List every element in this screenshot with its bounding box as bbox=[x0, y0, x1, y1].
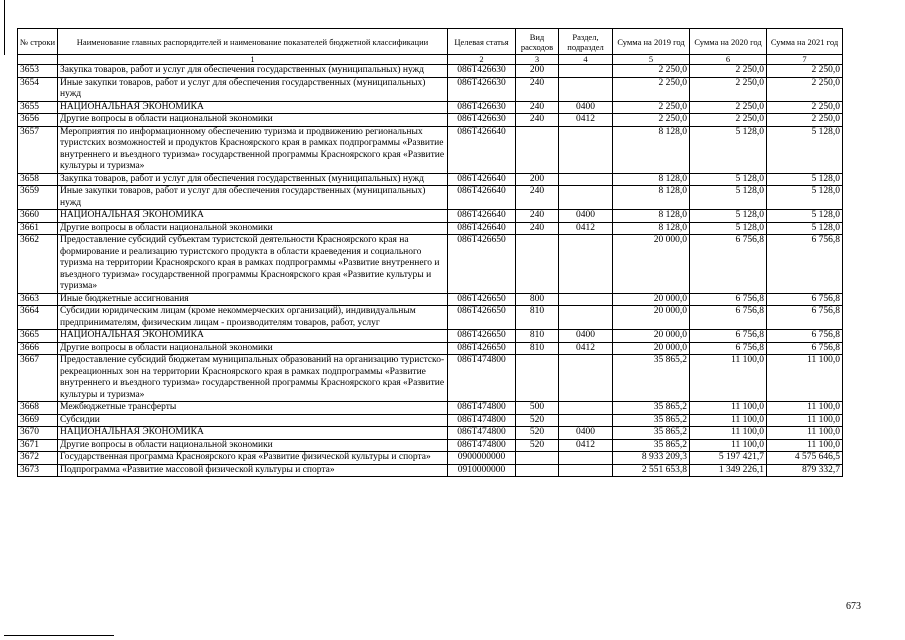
cell-target: 086Т426650 bbox=[448, 306, 516, 330]
table-row bbox=[18, 427, 843, 440]
cell-target: 086Т426650 bbox=[448, 293, 516, 306]
cell-vid: 520 bbox=[516, 439, 559, 452]
cell-s2019: 2 551 653,8 bbox=[613, 464, 690, 477]
cell-s2020: 1 349 226,1 bbox=[690, 464, 767, 477]
table-row bbox=[18, 293, 843, 306]
cell-razdel: 0400 bbox=[559, 101, 613, 114]
cell-no: 3666 bbox=[18, 342, 58, 355]
cell-s2021: 2 250,0 bbox=[767, 77, 843, 101]
column-number: 7 bbox=[767, 55, 843, 65]
cell-name: Другие вопросы в области национальной экономики bbox=[58, 222, 448, 235]
cell-s2021: 11 100,0 bbox=[767, 427, 843, 440]
cell-razdel bbox=[559, 235, 613, 294]
table-row bbox=[18, 126, 843, 173]
table-row bbox=[18, 210, 843, 223]
cell-s2020: 11 100,0 bbox=[690, 355, 767, 402]
margin-line bbox=[4, 0, 5, 55]
cell-name: НАЦИОНАЛЬНАЯ ЭКОНОМИКА bbox=[58, 101, 448, 114]
cell-vid: 810 bbox=[516, 342, 559, 355]
cell-s2019: 35 865,2 bbox=[613, 439, 690, 452]
header-s2019: Сумма на 2019 год bbox=[613, 29, 690, 55]
table-row bbox=[18, 114, 843, 127]
cell-name: Иные закупки товаров, работ и услуг для обеспечения государственных (муниципальных) нужд bbox=[58, 186, 448, 210]
header-row bbox=[18, 29, 843, 55]
table-row bbox=[18, 355, 843, 402]
cell-s2019: 8 128,0 bbox=[613, 210, 690, 223]
header-target: Целевая статья bbox=[448, 29, 516, 55]
cell-target: 086Т426640 bbox=[448, 222, 516, 235]
table-row bbox=[18, 414, 843, 427]
cell-no: 3670 bbox=[18, 427, 58, 440]
cell-s2021: 5 128,0 bbox=[767, 186, 843, 210]
table-row bbox=[18, 452, 843, 465]
cell-s2020: 11 100,0 bbox=[690, 439, 767, 452]
cell-s2020: 5 128,0 bbox=[690, 186, 767, 210]
cell-s2021: 6 756,8 bbox=[767, 293, 843, 306]
table-row bbox=[18, 306, 843, 330]
cell-vid: 200 bbox=[516, 173, 559, 186]
cell-s2021: 6 756,8 bbox=[767, 342, 843, 355]
cell-name: Субсидии bbox=[58, 414, 448, 427]
cell-s2020: 2 250,0 bbox=[690, 101, 767, 114]
cell-s2020: 11 100,0 bbox=[690, 414, 767, 427]
cell-s2020: 5 128,0 bbox=[690, 173, 767, 186]
cell-no: 3672 bbox=[18, 452, 58, 465]
cell-no: 3653 bbox=[18, 65, 58, 78]
cell-s2019: 20 000,0 bbox=[613, 235, 690, 294]
cell-s2020: 5 197 421,7 bbox=[690, 452, 767, 465]
cell-no: 3663 bbox=[18, 293, 58, 306]
cell-no: 3662 bbox=[18, 235, 58, 294]
cell-name: НАЦИОНАЛЬНАЯ ЭКОНОМИКА bbox=[58, 210, 448, 223]
table-row bbox=[18, 173, 843, 186]
cell-s2019: 2 250,0 bbox=[613, 114, 690, 127]
header-s2021: Сумма на 2021 год bbox=[767, 29, 843, 55]
column-number: 1 bbox=[58, 55, 448, 65]
cell-s2019: 8 128,0 bbox=[613, 222, 690, 235]
cell-vid bbox=[516, 126, 559, 173]
cell-target: 0910000000 bbox=[448, 464, 516, 477]
column-number bbox=[18, 55, 58, 65]
table-row bbox=[18, 222, 843, 235]
cell-no: 3657 bbox=[18, 126, 58, 173]
cell-vid: 500 bbox=[516, 402, 559, 415]
cell-vid: 240 bbox=[516, 210, 559, 223]
cell-target: 086Т426640 bbox=[448, 126, 516, 173]
cell-razdel: 0412 bbox=[559, 342, 613, 355]
cell-s2020: 2 250,0 bbox=[690, 77, 767, 101]
cell-vid bbox=[516, 235, 559, 294]
cell-no: 3671 bbox=[18, 439, 58, 452]
cell-target: 086Т426630 bbox=[448, 77, 516, 101]
cell-target: 086Т474800 bbox=[448, 414, 516, 427]
column-number-row bbox=[18, 55, 843, 65]
cell-s2019: 20 000,0 bbox=[613, 330, 690, 343]
cell-s2020: 6 756,8 bbox=[690, 330, 767, 343]
cell-s2019: 2 250,0 bbox=[613, 77, 690, 101]
cell-s2020: 2 250,0 bbox=[690, 114, 767, 127]
cell-no: 3661 bbox=[18, 222, 58, 235]
cell-razdel bbox=[559, 186, 613, 210]
cell-s2021: 2 250,0 bbox=[767, 65, 843, 78]
cell-vid: 240 bbox=[516, 186, 559, 210]
cell-s2020: 6 756,8 bbox=[690, 342, 767, 355]
cell-s2019: 8 128,0 bbox=[613, 186, 690, 210]
cell-name: Межбюджетные трансферты bbox=[58, 402, 448, 415]
cell-target: 086Т426630 bbox=[448, 101, 516, 114]
cell-s2021: 5 128,0 bbox=[767, 173, 843, 186]
cell-s2021: 2 250,0 bbox=[767, 114, 843, 127]
cell-no: 3668 bbox=[18, 402, 58, 415]
cell-target: 086Т426640 bbox=[448, 210, 516, 223]
cell-no: 3660 bbox=[18, 210, 58, 223]
column-number: 3 bbox=[516, 55, 559, 65]
cell-s2019: 20 000,0 bbox=[613, 342, 690, 355]
budget-table bbox=[17, 28, 843, 477]
cell-s2020: 5 128,0 bbox=[690, 210, 767, 223]
column-number: 2 bbox=[448, 55, 516, 65]
cell-name: Другие вопросы в области национальной экономики bbox=[58, 114, 448, 127]
cell-no: 3654 bbox=[18, 77, 58, 101]
cell-s2019: 20 000,0 bbox=[613, 293, 690, 306]
cell-s2019: 35 865,2 bbox=[613, 355, 690, 402]
cell-s2019: 35 865,2 bbox=[613, 427, 690, 440]
cell-vid: 240 bbox=[516, 101, 559, 114]
cell-s2021: 6 756,8 bbox=[767, 235, 843, 294]
table-row bbox=[18, 439, 843, 452]
cell-razdel bbox=[559, 402, 613, 415]
cell-vid bbox=[516, 452, 559, 465]
cell-s2019: 8 128,0 bbox=[613, 126, 690, 173]
table-row bbox=[18, 402, 843, 415]
table-row bbox=[18, 235, 843, 294]
cell-target: 086Т426650 bbox=[448, 342, 516, 355]
column-number: 4 bbox=[559, 55, 613, 65]
cell-target: 086Т426630 bbox=[448, 65, 516, 78]
header-no: № строки bbox=[18, 29, 58, 55]
cell-razdel bbox=[559, 452, 613, 465]
cell-s2021: 879 332,7 bbox=[767, 464, 843, 477]
cell-name: Государственная программа Красноярского края «Развитие физической культуры и спорта» bbox=[58, 452, 448, 465]
header-name: Наименование главных распорядителей и наименование показателей бюджетной классификации bbox=[58, 29, 448, 55]
cell-s2019: 2 250,0 bbox=[613, 101, 690, 114]
cell-s2019: 35 865,2 bbox=[613, 402, 690, 415]
cell-name: Закупка товаров, работ и услуг для обеспечения государственных (муниципальных) нужд bbox=[58, 65, 448, 78]
cell-name: Мероприятия по информационному обеспечению туризма и продвижению региональных туристских возможностей и продуктов Красноярского края в рамках подпрограммы «Развитие внутреннего и въездного туризма» государственной программы Красноярского края «Развитие культуры и туризма» bbox=[58, 126, 448, 173]
header-razdel: Раздел, подраздел bbox=[559, 29, 613, 55]
table-row bbox=[18, 101, 843, 114]
cell-s2020: 6 756,8 bbox=[690, 306, 767, 330]
cell-no: 3665 bbox=[18, 330, 58, 343]
cell-name: Иные бюджетные ассигнования bbox=[58, 293, 448, 306]
cell-target: 086Т426630 bbox=[448, 114, 516, 127]
cell-razdel bbox=[559, 464, 613, 477]
cell-razdel bbox=[559, 293, 613, 306]
cell-vid: 810 bbox=[516, 330, 559, 343]
cell-s2020: 6 756,8 bbox=[690, 293, 767, 306]
table-row bbox=[18, 330, 843, 343]
cell-razdel: 0412 bbox=[559, 439, 613, 452]
cell-no: 3658 bbox=[18, 173, 58, 186]
cell-s2021: 11 100,0 bbox=[767, 355, 843, 402]
cell-name: НАЦИОНАЛЬНАЯ ЭКОНОМИКА bbox=[58, 427, 448, 440]
table-row bbox=[18, 186, 843, 210]
cell-no: 3664 bbox=[18, 306, 58, 330]
header-s2020: Сумма на 2020 год bbox=[690, 29, 767, 55]
cell-name: Другие вопросы в области национальной экономики bbox=[58, 342, 448, 355]
cell-vid: 240 bbox=[516, 222, 559, 235]
cell-vid: 240 bbox=[516, 114, 559, 127]
cell-s2020: 5 128,0 bbox=[690, 222, 767, 235]
cell-razdel: 0400 bbox=[559, 330, 613, 343]
cell-target: 086Т426650 bbox=[448, 235, 516, 294]
cell-target: 086Т474800 bbox=[448, 355, 516, 402]
cell-name: Субсидии юридическим лицам (кроме некоммерческих организаций), индивидуальным предпринимателям, физическим лицам - производителям товаров, работ, услуг bbox=[58, 306, 448, 330]
cell-vid: 520 bbox=[516, 427, 559, 440]
cell-target: 086Т474800 bbox=[448, 427, 516, 440]
cell-s2021: 11 100,0 bbox=[767, 402, 843, 415]
cell-no: 3656 bbox=[18, 114, 58, 127]
cell-razdel bbox=[559, 306, 613, 330]
cell-target: 086Т474800 bbox=[448, 402, 516, 415]
cell-no: 3659 bbox=[18, 186, 58, 210]
cell-name: Закупка товаров, работ и услуг для обеспечения государственных (муниципальных) нужд bbox=[58, 173, 448, 186]
cell-razdel: 0400 bbox=[559, 210, 613, 223]
cell-razdel bbox=[559, 65, 613, 78]
cell-s2021: 5 128,0 bbox=[767, 126, 843, 173]
column-number: 6 bbox=[690, 55, 767, 65]
page-number: 673 bbox=[846, 601, 861, 612]
cell-target: 086Т426640 bbox=[448, 173, 516, 186]
cell-name: НАЦИОНАЛЬНАЯ ЭКОНОМИКА bbox=[58, 330, 448, 343]
table-row bbox=[18, 464, 843, 477]
cell-razdel bbox=[559, 355, 613, 402]
cell-s2019: 2 250,0 bbox=[613, 65, 690, 78]
cell-s2021: 6 756,8 bbox=[767, 330, 843, 343]
table-row bbox=[18, 342, 843, 355]
table-row bbox=[18, 65, 843, 78]
cell-s2020: 11 100,0 bbox=[690, 402, 767, 415]
cell-target: 086Т474800 bbox=[448, 439, 516, 452]
cell-s2021: 11 100,0 bbox=[767, 414, 843, 427]
footnote-line bbox=[4, 635, 114, 636]
cell-no: 3669 bbox=[18, 414, 58, 427]
column-number: 5 bbox=[613, 55, 690, 65]
cell-vid: 810 bbox=[516, 306, 559, 330]
cell-s2021: 4 575 646,5 bbox=[767, 452, 843, 465]
cell-razdel bbox=[559, 126, 613, 173]
header-vid: Вид расходов bbox=[516, 29, 559, 55]
cell-vid bbox=[516, 355, 559, 402]
cell-no: 3667 bbox=[18, 355, 58, 402]
cell-vid bbox=[516, 464, 559, 477]
cell-razdel bbox=[559, 414, 613, 427]
cell-razdel: 0400 bbox=[559, 427, 613, 440]
cell-s2020: 6 756,8 bbox=[690, 235, 767, 294]
cell-s2021: 6 756,8 bbox=[767, 306, 843, 330]
cell-name: Иные закупки товаров, работ и услуг для обеспечения государственных (муниципальных) нужд bbox=[58, 77, 448, 101]
cell-target: 086Т426650 bbox=[448, 330, 516, 343]
cell-no: 3673 bbox=[18, 464, 58, 477]
cell-name: Предоставление субсидий субъектам туристской деятельности Красноярского края на формирование и реализацию туристского продукта в области краеведения и социального туризма на территории Красноярского края в рамках подпрограммы «Развитие внутреннего и въездного туризма» государственной программы Красноярского края «Развитие культуры и туризма» bbox=[58, 235, 448, 294]
cell-target: 086Т426640 bbox=[448, 186, 516, 210]
cell-razdel bbox=[559, 77, 613, 101]
table-row bbox=[18, 77, 843, 101]
cell-s2019: 20 000,0 bbox=[613, 306, 690, 330]
cell-s2021: 5 128,0 bbox=[767, 222, 843, 235]
cell-vid: 200 bbox=[516, 65, 559, 78]
cell-vid: 520 bbox=[516, 414, 559, 427]
cell-razdel: 0412 bbox=[559, 114, 613, 127]
cell-s2019: 8 128,0 bbox=[613, 173, 690, 186]
cell-s2021: 11 100,0 bbox=[767, 439, 843, 452]
cell-s2019: 8 933 209,3 bbox=[613, 452, 690, 465]
cell-no: 3655 bbox=[18, 101, 58, 114]
cell-name: Подпрограмма «Развитие массовой физической культуры и спорта» bbox=[58, 464, 448, 477]
cell-razdel bbox=[559, 173, 613, 186]
cell-s2020: 5 128,0 bbox=[690, 126, 767, 173]
cell-s2021: 5 128,0 bbox=[767, 210, 843, 223]
cell-s2020: 2 250,0 bbox=[690, 65, 767, 78]
cell-name: Предоставление субсидий бюджетам муниципальных образований на организацию туристско-рекреационных зон на территории Красноярского края в рамках подпрограммы «Развитие внутреннего и въездного туризма» государственной программы Красноярского края «Развитие культуры и туризма» bbox=[58, 355, 448, 402]
table-body bbox=[18, 65, 843, 477]
cell-razdel: 0412 bbox=[559, 222, 613, 235]
cell-s2019: 35 865,2 bbox=[613, 414, 690, 427]
cell-s2021: 2 250,0 bbox=[767, 101, 843, 114]
cell-vid: 800 bbox=[516, 293, 559, 306]
cell-name: Другие вопросы в области национальной экономики bbox=[58, 439, 448, 452]
cell-s2020: 11 100,0 bbox=[690, 427, 767, 440]
cell-target: 0900000000 bbox=[448, 452, 516, 465]
cell-vid: 240 bbox=[516, 77, 559, 101]
